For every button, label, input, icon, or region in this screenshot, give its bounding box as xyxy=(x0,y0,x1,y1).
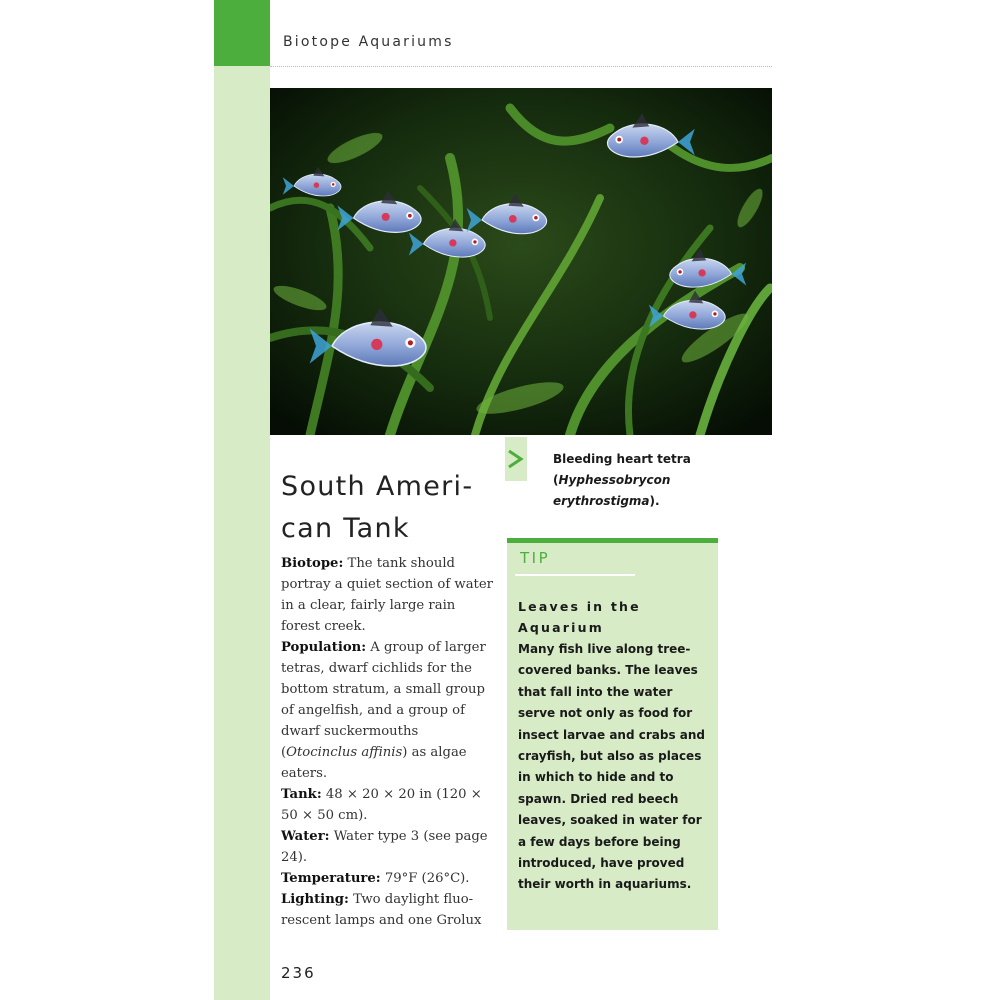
page-number: 236 xyxy=(281,964,316,982)
header-rule xyxy=(270,66,772,67)
population-species: Otocinclus affinis xyxy=(286,745,403,760)
title-line-1: South Ameri- xyxy=(281,471,474,502)
chevron-right-icon xyxy=(507,449,525,469)
section-tab xyxy=(214,0,270,66)
photo-caption xyxy=(553,449,733,512)
tip-top-bar xyxy=(507,538,718,543)
caption-common-name: Bleeding heart tetra xyxy=(553,452,691,466)
fish-photo xyxy=(270,88,772,435)
temperature-paragraph xyxy=(281,868,496,889)
biotope-text: The tank should portray a quiet section of water in a clear, fairly large rain forest creek. xyxy=(281,556,493,634)
caption-latin-genus: Hyphessobrycon xyxy=(558,473,671,487)
tip-label: TIP xyxy=(520,549,551,567)
caption-close-paren: ). xyxy=(649,494,660,508)
population-text-after: ) as algae eaters. xyxy=(281,745,467,781)
water-paragraph xyxy=(281,826,496,868)
lighting-label: Lighting: xyxy=(281,892,349,907)
biotope-paragraph xyxy=(281,553,496,637)
tank-paragraph xyxy=(281,784,496,826)
caption-latin-species: erythrostigma xyxy=(553,494,650,508)
temperature-text: 79°F (26°C). xyxy=(380,871,470,886)
population-label: Population: xyxy=(281,640,367,655)
article-body xyxy=(281,553,496,931)
caption-open-paren: ( xyxy=(553,473,559,487)
tank-text: 48 × 20 × 20 in (120 × 50 × 50 cm). xyxy=(281,787,482,823)
population-text: A group of larger tetras, dwarf cichlids for the bottom stratum, a small group of angelfish, and a group of dwarf suckermouths ( xyxy=(281,640,486,760)
margin-strip xyxy=(214,0,270,1000)
running-header: Biotope Aquariums xyxy=(283,34,454,50)
tip-rule xyxy=(515,574,635,576)
tank-label: Tank: xyxy=(281,787,322,802)
article-title xyxy=(281,466,496,550)
water-label: Water: xyxy=(281,829,330,844)
fish-photo-image xyxy=(270,88,772,435)
lighting-text: Two daylight fluo-rescent lamps and one Grolux xyxy=(281,892,482,928)
biotope-label: Biotope: xyxy=(281,556,344,571)
lighting-paragraph xyxy=(281,889,496,931)
caption-marker xyxy=(505,437,527,481)
population-paragraph xyxy=(281,637,496,784)
tip-heading: Leaves in the Aquarium xyxy=(518,599,641,635)
tip-text: Many fish live along tree-covered banks. The leaves that fall into the water serve not only as food for insect larvae and crabs and crayfish, but also as places in which to hide and to spawn. Dried red beech leaves, soaked in water for a few days before being introduced, have proved their worth in aquariums. xyxy=(518,642,706,892)
water-text: Water type 3 (see page 24). xyxy=(281,829,488,865)
title-line-2: can Tank xyxy=(281,513,410,544)
temperature-label: Temperature: xyxy=(281,871,381,886)
